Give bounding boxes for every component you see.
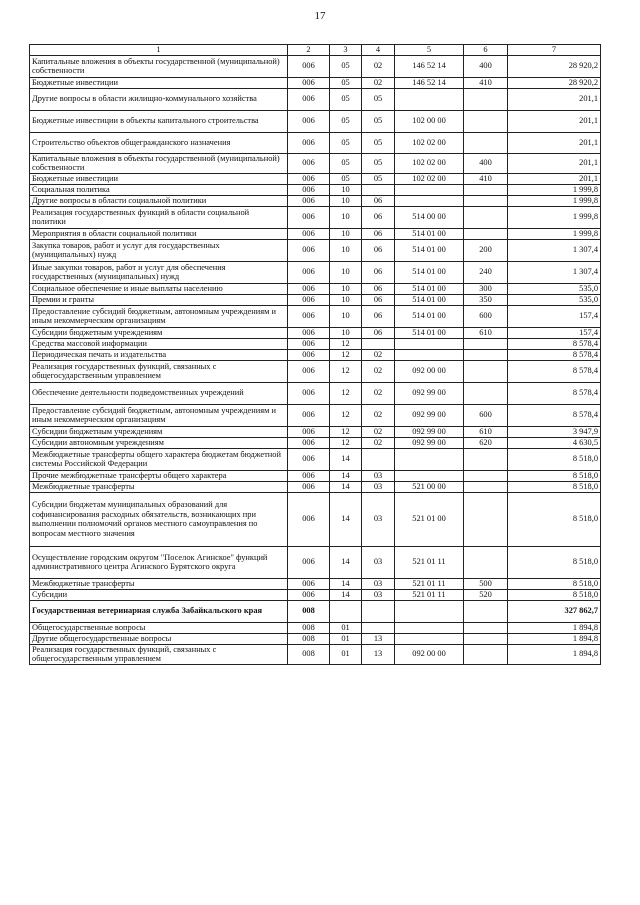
table-row <box>30 437 601 448</box>
row-expense-type-code: 610 <box>464 426 508 437</box>
row-section-code: 14 <box>330 481 362 492</box>
row-subsection-code: 05 <box>362 88 395 110</box>
row-ved-code: 006 <box>288 239 330 261</box>
row-subsection-code: 06 <box>362 327 395 338</box>
row-subsection-code: 02 <box>362 404 395 426</box>
table-row <box>30 470 601 481</box>
row-target-code: 521 01 11 <box>395 546 464 578</box>
row-section-code: 14 <box>330 589 362 600</box>
row-expense-type-code <box>464 132 508 153</box>
row-name: Государственная ветеринарная служба Забайкальского края <box>30 600 288 622</box>
table-row <box>30 173 601 184</box>
row-expense-type-code <box>464 470 508 481</box>
row-ved-code: 006 <box>288 88 330 110</box>
row-amount: 157,4 <box>508 305 601 327</box>
row-subsection-code <box>362 338 395 349</box>
table-row <box>30 600 601 622</box>
row-ved-code: 006 <box>288 589 330 600</box>
row-target-code: 102 02 00 <box>395 173 464 184</box>
row-target-code <box>395 349 464 360</box>
row-ved-code: 006 <box>288 349 330 360</box>
table-row <box>30 228 601 239</box>
row-expense-type-code: 620 <box>464 437 508 448</box>
row-subsection-code: 06 <box>362 305 395 327</box>
table-row <box>30 261 601 283</box>
row-name: Межбюджетные трансферты общего характера бюджетам бюджетной системы Российской Федерации <box>30 448 288 470</box>
row-subsection-code: 03 <box>362 589 395 600</box>
table-row <box>30 77 601 88</box>
row-expense-type-code <box>464 382 508 404</box>
row-ved-code: 006 <box>288 360 330 382</box>
row-amount: 8 578,4 <box>508 338 601 349</box>
row-amount: 157,4 <box>508 327 601 338</box>
row-ved-code: 006 <box>288 448 330 470</box>
row-amount: 1 894,8 <box>508 622 601 633</box>
row-subsection-code: 02 <box>362 426 395 437</box>
row-subsection-code: 05 <box>362 153 395 173</box>
row-section-code: 14 <box>330 448 362 470</box>
row-section-code: 12 <box>330 437 362 448</box>
table-row <box>30 404 601 426</box>
row-expense-type-code <box>464 600 508 622</box>
row-target-code <box>395 600 464 622</box>
row-section-code: 01 <box>330 633 362 644</box>
table-row <box>30 426 601 437</box>
row-subsection-code <box>362 184 395 195</box>
row-name: Обеспечение деятельности подведомственных учреждений <box>30 382 288 404</box>
row-name: Другие вопросы в области социальной политики <box>30 195 288 206</box>
row-target-code: 102 02 00 <box>395 153 464 173</box>
row-section-code: 12 <box>330 349 362 360</box>
row-amount: 28 920,2 <box>508 77 601 88</box>
row-section-code: 01 <box>330 644 362 664</box>
row-amount: 8 518,0 <box>508 546 601 578</box>
row-section-code: 10 <box>330 228 362 239</box>
row-expense-type-code <box>464 481 508 492</box>
row-target-code: 146 52 14 <box>395 77 464 88</box>
row-subsection-code: 02 <box>362 382 395 404</box>
row-ved-code: 006 <box>288 305 330 327</box>
table-row <box>30 644 601 664</box>
row-subsection-code: 06 <box>362 261 395 283</box>
row-target-code <box>395 338 464 349</box>
row-name: Реализация государственных функций в области социальной политики <box>30 206 288 228</box>
row-ved-code: 006 <box>288 481 330 492</box>
row-target-code: 514 00 00 <box>395 206 464 228</box>
row-target-code: 521 00 00 <box>395 481 464 492</box>
row-ved-code: 008 <box>288 644 330 664</box>
row-expense-type-code: 350 <box>464 294 508 305</box>
row-expense-type-code <box>464 492 508 546</box>
row-ved-code: 008 <box>288 633 330 644</box>
row-amount: 1 894,8 <box>508 644 601 664</box>
row-amount: 201,1 <box>508 173 601 184</box>
row-target-code: 102 00 00 <box>395 110 464 132</box>
row-section-code: 10 <box>330 294 362 305</box>
row-amount: 327 862,7 <box>508 600 601 622</box>
row-name: Бюджетные инвестиции в объекты капитального строительства <box>30 110 288 132</box>
row-subsection-code: 02 <box>362 437 395 448</box>
row-name: Предоставление субсидий бюджетным, автономным учреждениям и иным некоммерческим организациям <box>30 404 288 426</box>
table-row <box>30 153 601 173</box>
row-amount: 8 518,0 <box>508 492 601 546</box>
table-row <box>30 206 601 228</box>
row-expense-type-code <box>464 88 508 110</box>
row-subsection-code <box>362 622 395 633</box>
header-cell: 4 <box>362 45 395 56</box>
row-name: Другие вопросы в области жилищно-коммунального хозяйства <box>30 88 288 110</box>
row-subsection-code: 02 <box>362 77 395 88</box>
row-section-code: 10 <box>330 305 362 327</box>
row-name: Реализация государственных функций, связанных с общегосударственным управлением <box>30 360 288 382</box>
row-expense-type-code <box>464 110 508 132</box>
row-ved-code: 006 <box>288 261 330 283</box>
row-target-code: 521 01 11 <box>395 589 464 600</box>
row-name: Иные закупки товаров, работ и услуг для обеспечения государственных (муниципальных) нужд <box>30 261 288 283</box>
row-target-code: 514 01 00 <box>395 239 464 261</box>
row-name: Другие общегосударственные вопросы <box>30 633 288 644</box>
row-name: Субсидии автономным учреждениям <box>30 437 288 448</box>
row-target-code: 521 01 11 <box>395 578 464 589</box>
row-ved-code: 006 <box>288 283 330 294</box>
header-cell: 3 <box>330 45 362 56</box>
table-row <box>30 283 601 294</box>
table-header-row <box>30 45 601 56</box>
row-name: Средства массовой информации <box>30 338 288 349</box>
row-expense-type-code <box>464 644 508 664</box>
row-section-code: 10 <box>330 184 362 195</box>
row-amount: 8 518,0 <box>508 448 601 470</box>
table-row <box>30 195 601 206</box>
row-target-code <box>395 448 464 470</box>
row-amount: 201,1 <box>508 153 601 173</box>
row-expense-type-code: 200 <box>464 239 508 261</box>
table-row <box>30 239 601 261</box>
row-section-code: 10 <box>330 206 362 228</box>
row-section-code: 12 <box>330 338 362 349</box>
row-subsection-code <box>362 448 395 470</box>
row-amount: 28 920,2 <box>508 55 601 77</box>
table-row <box>30 327 601 338</box>
row-name: Субсидии бюджетным учреждениям <box>30 426 288 437</box>
row-target-code <box>395 184 464 195</box>
row-section-code: 05 <box>330 55 362 77</box>
row-expense-type-code <box>464 228 508 239</box>
header-cell: 6 <box>464 45 508 56</box>
row-amount: 8 518,0 <box>508 589 601 600</box>
row-section-code: 14 <box>330 492 362 546</box>
row-ved-code: 006 <box>288 327 330 338</box>
row-name: Капитальные вложения в объекты государственной (муниципальной) собственности <box>30 153 288 173</box>
row-expense-type-code <box>464 633 508 644</box>
row-name: Субсидии <box>30 589 288 600</box>
row-expense-type-code <box>464 448 508 470</box>
row-ved-code: 006 <box>288 492 330 546</box>
row-ved-code: 006 <box>288 55 330 77</box>
table-row <box>30 132 601 153</box>
row-ved-code: 006 <box>288 338 330 349</box>
row-subsection-code: 02 <box>362 360 395 382</box>
row-subsection-code: 03 <box>362 578 395 589</box>
row-section-code: 10 <box>330 261 362 283</box>
row-name: Общегосударственные вопросы <box>30 622 288 633</box>
row-ved-code: 006 <box>288 382 330 404</box>
row-expense-type-code <box>464 622 508 633</box>
row-ved-code: 006 <box>288 470 330 481</box>
row-ved-code: 006 <box>288 153 330 173</box>
row-ved-code: 006 <box>288 578 330 589</box>
row-subsection-code: 06 <box>362 228 395 239</box>
row-expense-type-code: 520 <box>464 589 508 600</box>
row-ved-code: 006 <box>288 426 330 437</box>
row-section-code: 05 <box>330 153 362 173</box>
row-expense-type-code: 600 <box>464 404 508 426</box>
row-section-code: 05 <box>330 110 362 132</box>
row-name: Премии и гранты <box>30 294 288 305</box>
row-target-code <box>395 88 464 110</box>
row-section-code: 10 <box>330 195 362 206</box>
row-subsection-code: 03 <box>362 481 395 492</box>
row-section-code: 05 <box>330 77 362 88</box>
table-row <box>30 305 601 327</box>
row-ved-code: 008 <box>288 600 330 622</box>
row-amount: 8 578,4 <box>508 360 601 382</box>
row-expense-type-code <box>464 349 508 360</box>
row-amount: 8 518,0 <box>508 481 601 492</box>
table-row <box>30 492 601 546</box>
row-ved-code: 006 <box>288 132 330 153</box>
row-section-code: 14 <box>330 546 362 578</box>
table-row <box>30 622 601 633</box>
row-name: Субсидии бюджетам муниципальных образований для софинансирования расходных обязательств, возникающих при выполнении полномочий органов местного самоуправления по вопросам местного значения <box>30 492 288 546</box>
row-target-code <box>395 195 464 206</box>
row-name: Социальная политика <box>30 184 288 195</box>
row-section-code: 12 <box>330 360 362 382</box>
row-target-code: 514 01 00 <box>395 294 464 305</box>
row-amount: 201,1 <box>508 88 601 110</box>
row-section-code: 10 <box>330 327 362 338</box>
row-name: Закупка товаров, работ и услуг для государственных (муниципальных) нужд <box>30 239 288 261</box>
row-subsection-code: 13 <box>362 633 395 644</box>
row-name: Межбюджетные трансферты <box>30 481 288 492</box>
row-subsection-code: 02 <box>362 349 395 360</box>
row-subsection-code: 05 <box>362 173 395 184</box>
row-amount: 201,1 <box>508 110 601 132</box>
row-amount: 1 999,8 <box>508 228 601 239</box>
row-target-code <box>395 622 464 633</box>
row-target-code: 514 01 00 <box>395 261 464 283</box>
table-row <box>30 382 601 404</box>
row-amount: 535,0 <box>508 283 601 294</box>
row-expense-type-code: 600 <box>464 305 508 327</box>
header-cell: 2 <box>288 45 330 56</box>
table-row <box>30 448 601 470</box>
row-section-code: 01 <box>330 622 362 633</box>
row-target-code: 146 52 14 <box>395 55 464 77</box>
row-name: Субсидии бюджетным учреждениям <box>30 327 288 338</box>
row-ved-code: 006 <box>288 77 330 88</box>
row-ved-code: 006 <box>288 404 330 426</box>
row-amount: 201,1 <box>508 132 601 153</box>
row-subsection-code: 06 <box>362 294 395 305</box>
row-name: Реализация государственных функций, связанных с общегосударственным управлением <box>30 644 288 664</box>
row-target-code: 092 99 00 <box>395 404 464 426</box>
row-name: Строительство объектов общегражданского назначения <box>30 132 288 153</box>
row-ved-code: 008 <box>288 622 330 633</box>
table-row <box>30 88 601 110</box>
row-amount: 8 518,0 <box>508 470 601 481</box>
row-name: Бюджетные инвестиции <box>30 77 288 88</box>
row-name: Капитальные вложения в объекты государственной (муниципальной) собственности <box>30 55 288 77</box>
table-row <box>30 360 601 382</box>
table-row <box>30 481 601 492</box>
row-target-code <box>395 470 464 481</box>
row-section-code: 12 <box>330 426 362 437</box>
row-target-code: 521 01 00 <box>395 492 464 546</box>
table-row <box>30 349 601 360</box>
row-name: Межбюджетные трансферты <box>30 578 288 589</box>
row-section-code <box>330 600 362 622</box>
row-target-code: 514 01 00 <box>395 283 464 294</box>
row-amount: 1 307,4 <box>508 239 601 261</box>
table-row <box>30 633 601 644</box>
row-subsection-code: 02 <box>362 55 395 77</box>
row-target-code: 092 00 00 <box>395 360 464 382</box>
row-expense-type-code <box>464 546 508 578</box>
row-amount: 1 999,8 <box>508 184 601 195</box>
table-row <box>30 184 601 195</box>
row-ved-code: 006 <box>288 195 330 206</box>
row-section-code: 12 <box>330 404 362 426</box>
row-target-code: 514 01 00 <box>395 305 464 327</box>
row-expense-type-code: 610 <box>464 327 508 338</box>
row-name: Предоставление субсидий бюджетным, автономным учреждениям и иным некоммерческим организациям <box>30 305 288 327</box>
row-target-code: 102 02 00 <box>395 132 464 153</box>
row-amount: 8 578,4 <box>508 349 601 360</box>
row-section-code: 12 <box>330 382 362 404</box>
row-amount: 8 578,4 <box>508 382 601 404</box>
row-section-code: 10 <box>330 283 362 294</box>
row-expense-type-code <box>464 338 508 349</box>
row-subsection-code: 06 <box>362 283 395 294</box>
row-ved-code: 006 <box>288 294 330 305</box>
table-row <box>30 55 601 77</box>
row-expense-type-code: 410 <box>464 173 508 184</box>
row-subsection-code: 06 <box>362 195 395 206</box>
row-target-code: 092 99 00 <box>395 437 464 448</box>
row-target-code: 514 01 00 <box>395 228 464 239</box>
row-ved-code: 006 <box>288 228 330 239</box>
row-subsection-code: 03 <box>362 546 395 578</box>
row-ved-code: 006 <box>288 206 330 228</box>
row-target-code: 092 99 00 <box>395 382 464 404</box>
row-expense-type-code <box>464 360 508 382</box>
row-subsection-code <box>362 600 395 622</box>
row-amount: 1 894,8 <box>508 633 601 644</box>
header-cell: 1 <box>30 45 288 56</box>
page-number: 17 <box>314 10 326 22</box>
table-row <box>30 546 601 578</box>
table-row <box>30 589 601 600</box>
row-amount: 8 518,0 <box>508 578 601 589</box>
table-row <box>30 110 601 132</box>
row-name: Осуществление городским округом "Поселок Агинское" функций административного центра Агинского Бурятского округа <box>30 546 288 578</box>
row-ved-code: 006 <box>288 546 330 578</box>
row-amount: 3 947,9 <box>508 426 601 437</box>
row-ved-code: 006 <box>288 110 330 132</box>
table-row <box>30 294 601 305</box>
row-section-code: 05 <box>330 88 362 110</box>
table-row <box>30 578 601 589</box>
row-expense-type-code <box>464 206 508 228</box>
row-amount: 8 578,4 <box>508 404 601 426</box>
row-expense-type-code: 400 <box>464 153 508 173</box>
row-subsection-code: 03 <box>362 470 395 481</box>
row-ved-code: 006 <box>288 173 330 184</box>
row-target-code: 092 00 00 <box>395 644 464 664</box>
row-section-code: 14 <box>330 578 362 589</box>
row-target-code: 092 99 00 <box>395 426 464 437</box>
row-section-code: 05 <box>330 173 362 184</box>
row-name: Социальное обеспечение и иные выплаты населению <box>30 283 288 294</box>
row-amount: 1 999,8 <box>508 206 601 228</box>
row-name: Бюджетные инвестиции <box>30 173 288 184</box>
row-name: Периодическая печать и издательства <box>30 349 288 360</box>
row-target-code <box>395 633 464 644</box>
row-amount: 535,0 <box>508 294 601 305</box>
row-subsection-code: 13 <box>362 644 395 664</box>
row-ved-code: 006 <box>288 437 330 448</box>
row-amount: 1 307,4 <box>508 261 601 283</box>
row-subsection-code: 03 <box>362 492 395 546</box>
row-expense-type-code <box>464 195 508 206</box>
table-row <box>30 338 601 349</box>
row-ved-code: 006 <box>288 184 330 195</box>
row-name: Прочие межбюджетные трансферты общего характера <box>30 470 288 481</box>
row-subsection-code: 05 <box>362 110 395 132</box>
row-expense-type-code: 300 <box>464 283 508 294</box>
row-amount: 4 630,5 <box>508 437 601 448</box>
header-cell: 5 <box>395 45 464 56</box>
header-cell: 7 <box>508 45 601 56</box>
row-subsection-code: 05 <box>362 132 395 153</box>
row-subsection-code: 06 <box>362 206 395 228</box>
budget-table <box>29 44 601 665</box>
row-section-code: 10 <box>330 239 362 261</box>
row-expense-type-code: 240 <box>464 261 508 283</box>
row-name: Мероприятия в области социальной политики <box>30 228 288 239</box>
row-subsection-code: 06 <box>362 239 395 261</box>
row-expense-type-code: 500 <box>464 578 508 589</box>
row-amount: 1 999,8 <box>508 195 601 206</box>
row-expense-type-code <box>464 184 508 195</box>
row-section-code: 05 <box>330 132 362 153</box>
row-expense-type-code: 400 <box>464 55 508 77</box>
row-section-code: 14 <box>330 470 362 481</box>
row-target-code: 514 01 00 <box>395 327 464 338</box>
row-expense-type-code: 410 <box>464 77 508 88</box>
